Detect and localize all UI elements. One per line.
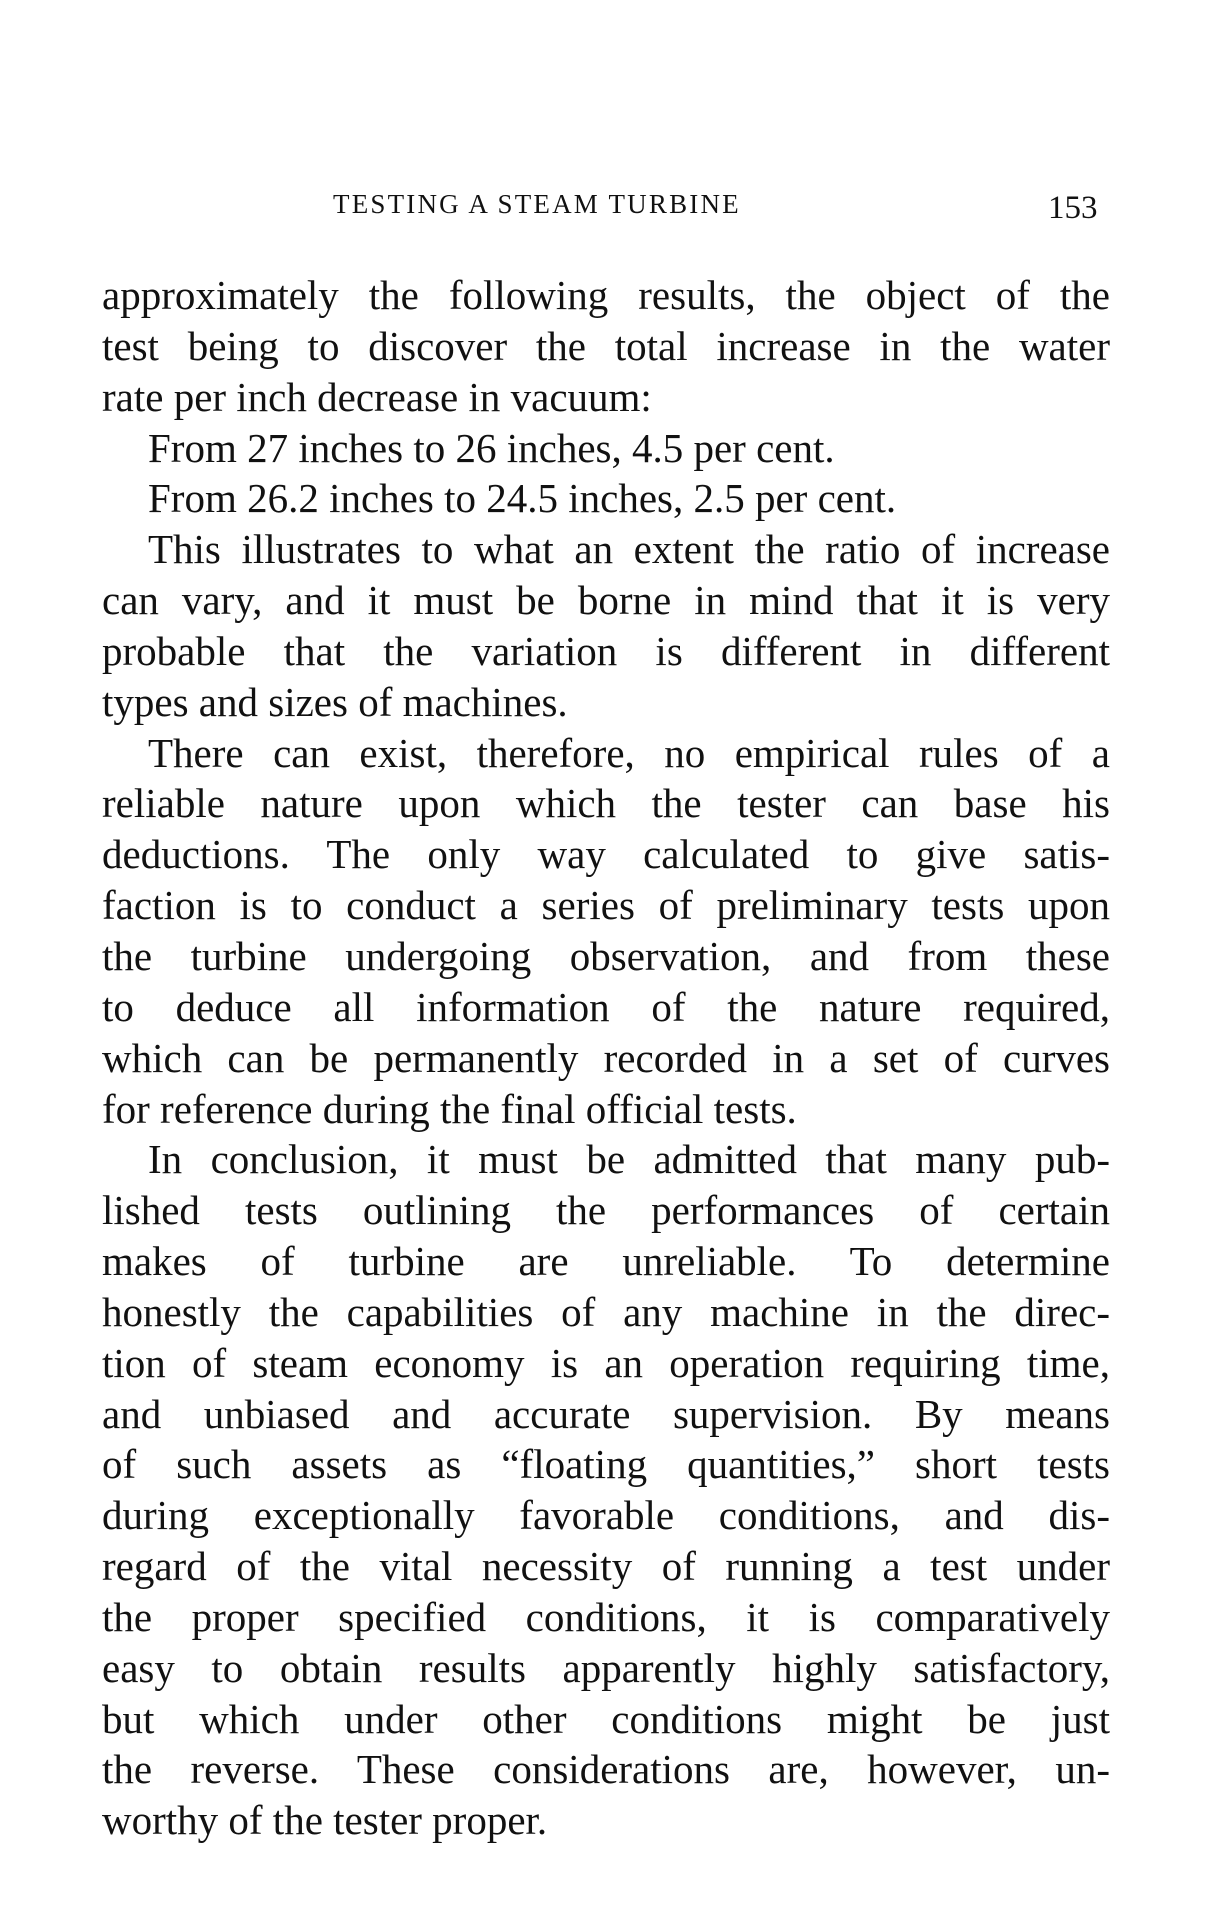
text-line: faction is to conduct a series of preliminary tests upon [102, 882, 1110, 929]
page-number: 153 [1048, 190, 1098, 226]
paragraph-first-line: In conclusion, it must be admitted that many pub- [148, 1136, 1110, 1183]
running-title: TESTING A STEAM TURBINE [333, 189, 741, 219]
text-line: the turbine undergoing observation, and from these [102, 932, 1110, 979]
text-line: the proper specified conditions, it is comparatively [102, 1593, 1110, 1640]
text-line: worthy of the tester proper. [102, 1797, 548, 1844]
paragraph-first-line: From 27 inches to 26 inches, 4.5 per cent. [148, 424, 835, 471]
text-line: lished tests outlining the performances of certain [102, 1187, 1110, 1234]
text-line: easy to obtain results apparently highly satisfactory, [102, 1644, 1110, 1691]
text-line: the reverse. These considerations are, however, un- [102, 1746, 1110, 1793]
text-line: approximately the following results, the object of the [102, 272, 1110, 318]
text-line: deductions. The only way calculated to give satis- [102, 831, 1110, 878]
text-line: test being to discover the total increase in the water [102, 322, 1110, 369]
text-line: to deduce all information of the nature required, [102, 983, 1110, 1030]
paragraph-first-line: This illustrates to what an extent the ratio of increase [148, 526, 1110, 573]
paragraph-first-line: From 26.2 inches to 24.5 inches, 2.5 per cent. [148, 475, 897, 522]
text-line: honestly the capabilities of any machine in the direc- [102, 1288, 1110, 1335]
text-line: types and sizes of machines. [102, 678, 568, 725]
running-head [0, 184, 1232, 224]
text-line: rate per inch decrease in vacuum: [102, 373, 652, 420]
text-line: can vary, and it must be borne in mind that it is very [102, 577, 1110, 624]
text-line: reliable nature upon which the tester can base his [102, 780, 1110, 827]
text-line: for reference during the final official tests. [102, 1085, 797, 1132]
text-line: and unbiased and accurate supervision. By means [102, 1390, 1110, 1437]
body-text [102, 270, 1110, 1846]
text-line: of such assets as “floating quantities,” short tests [102, 1441, 1110, 1488]
text-line: tion of steam economy is an operation requiring time, [102, 1339, 1110, 1386]
text-line: which can be permanently recorded in a set of curves [102, 1034, 1110, 1081]
text-line: makes of turbine are unreliable. To determine [102, 1238, 1110, 1285]
text-line: probable that the variation is different in different [102, 627, 1110, 674]
text-line: during exceptionally favorable conditions, and dis- [102, 1492, 1110, 1539]
text-line: regard of the vital necessity of running a test under [102, 1543, 1110, 1590]
text-line: but which under other conditions might be just [102, 1695, 1110, 1742]
paragraph-first-line: There can exist, therefore, no empirical rules of a [148, 729, 1110, 776]
